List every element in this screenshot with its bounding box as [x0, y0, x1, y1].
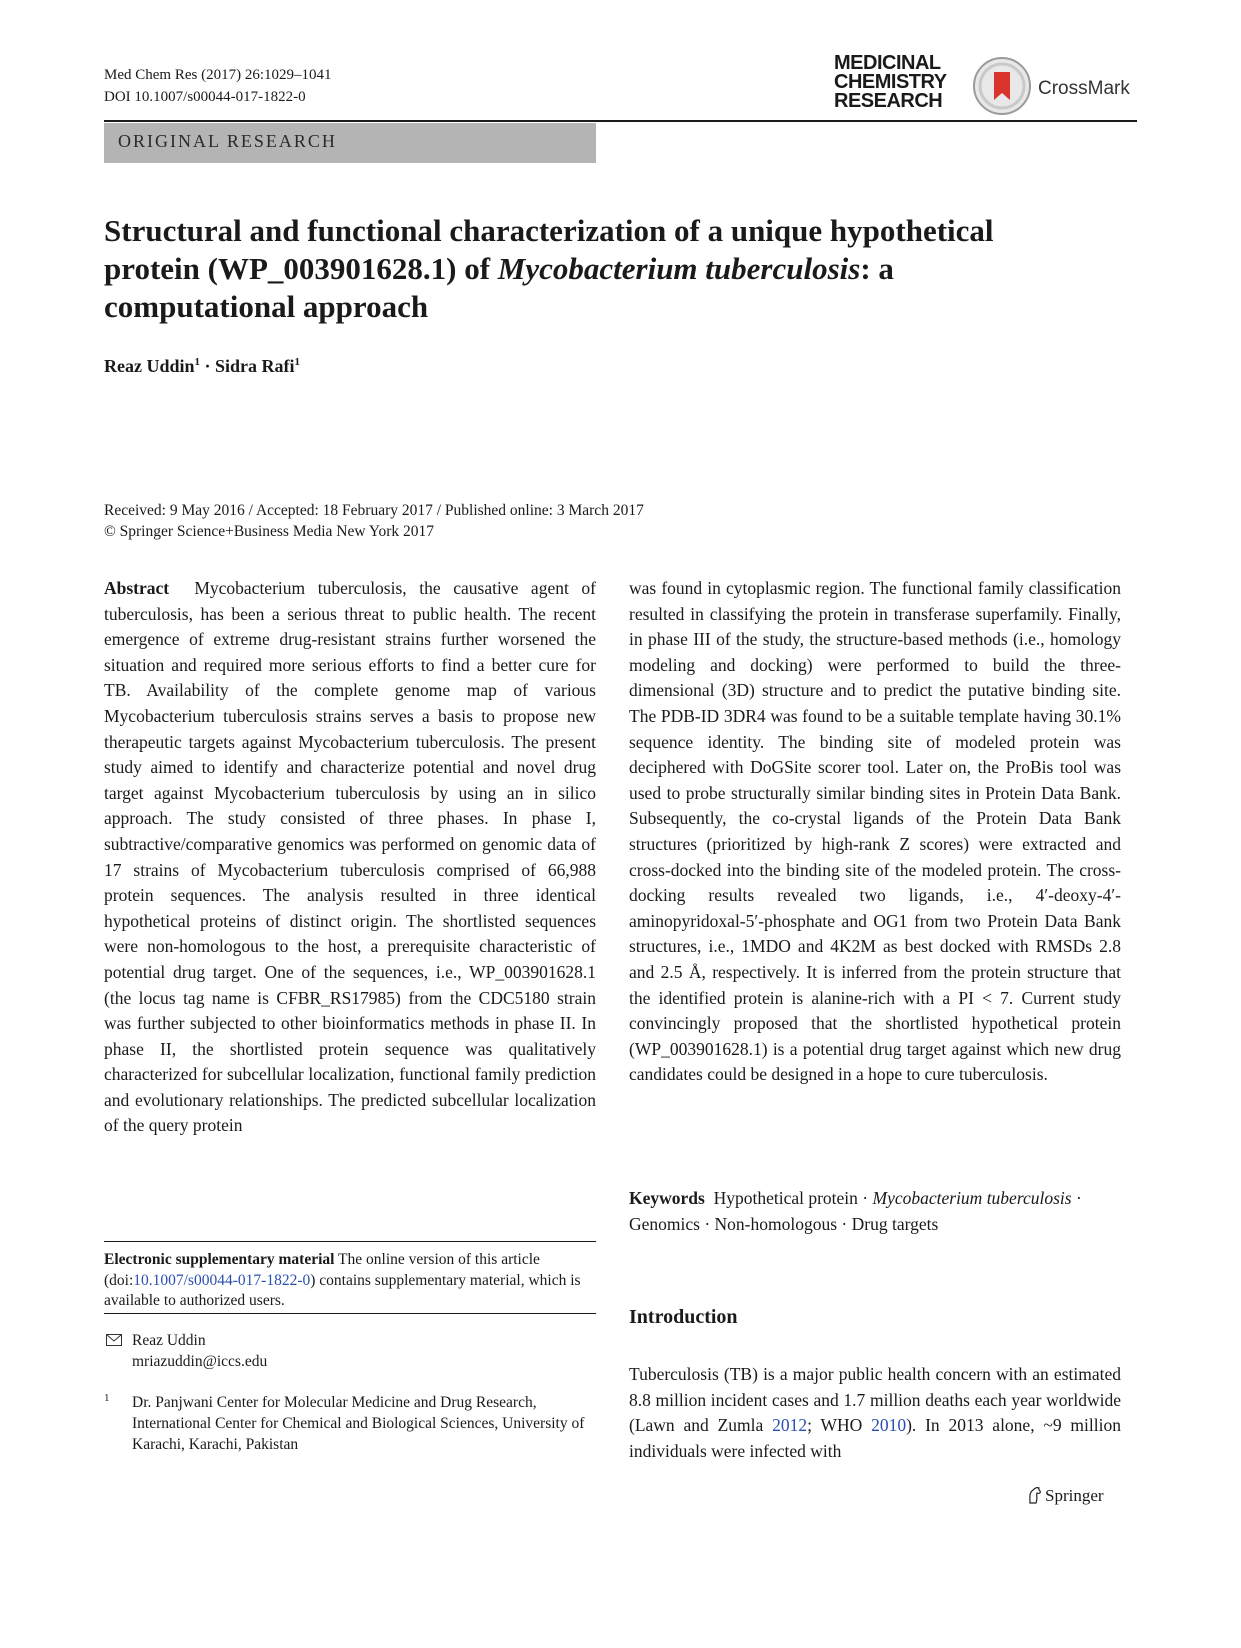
keywords-label: Keywords	[629, 1188, 705, 1208]
doi: DOI 10.1007/s00044-017-1822-0	[104, 89, 306, 105]
abstract-right-column	[629, 576, 1121, 1088]
copyright: © Springer Science+Business Media New York 2017	[104, 523, 435, 540]
journal-logo: MEDICINAL CHEMISTRY RESEARCH	[834, 52, 947, 112]
journal-citation: Med Chem Res (2017) 26:1029–1041	[104, 67, 332, 83]
publisher-logo	[1027, 1486, 1104, 1506]
email-link[interactable]: mriazuddin@iccs.edu	[132, 1353, 268, 1370]
abstract-text-continued: was found in cytoplasmic region. The functional family classification resulted in classifying the protein in transferase superfamily. Finally, in phase III of the study, the structure-based methods (i.e., homology modeling and docking) were performed to build the three-dimensional (3D) structure and to predict the putative binding site. The PDB-ID 3DR4 was found to be a suitable template having 30.1% sequence identity. The binding site of modeled protein was deciphered with DoGSite scorer tool. Later on, the ProBis tool was used to probe structurally similar binding sites in Protein Data Bank. Subsequently, the co-crystal ligands of the Protein Data Bank structures (prioritized by high-rank Z scores) were extracted and cross-docked into the binding site of the modeled protein. The cross-docking results revealed two ligands, i.e., 4′-deoxy-4′-aminopyridoxal-5′-phosphate and OG1 from two Protein Data Bank structures, i.e., 1MDO and 4K2M as best docked with RMSDs 2.8 and 2.5 Å, respectively. It is inferred from the protein structure that the identified protein is alanine-rich with a PI < 7. Current study convincingly proposed that the shortlisted hypothetical protein (WP_003901628.1) is a potential drug target against which new drug candidates could be designed in a hope to cure tuberculosis.	[629, 578, 1121, 1085]
author-list: Reaz Uddin$^1$ · Sidra Rafi$^1$	[104, 356, 301, 376]
keywords: Keywords Hypothetical protein · Mycobacterium tuberculosis · Genomics · Non-homologous · Drug targets	[629, 1188, 1082, 1234]
supplementary-note: Electronic supplementary material The online version of this article (doi:10.1007/s00044-017-1822-0) contains supplementary material, which is available to authorized users.	[104, 1251, 581, 1309]
abstract-text: Mycobacterium tuberculosis, the causative agent of tuberculosis, has been a serious threat to public health. The recent emergence of extreme drug-resistant strains further worsened the situation and required more serious efforts to find a better cure for TB. Availability of the complete genome map of various Mycobacterium tuberculosis strains serves a basis to propose new therapeutic targets against Mycobacterium tuberculosis. The present study aimed to identify and characterize potential and novel drug target against Mycobacterium tuberculosis by using an in silico approach. The study consisted of three phases. In phase I, subtractive/comparative genomics was performed on genomic data of 17 strains of Mycobacterium tuberculosis comprised of 66,988 protein sequences. The analysis resulted in three identical hypothetical proteins of distinct origin. The shortlisted sequences were non-homologous to the host, a prerequisite characteristic of potential drug target. One of the sequences, i.e., WP_003901628.1 (the locus tag name is CFBR_RS17985) from the CDC5180 strain was further subjected to other bioinformatics methods in phase II. In phase II, the shortlisted protein sequence was qualitatively characterized for subcellular localization, functional family prediction and evolutionary relationships. The predicted subcellular localization of the query protein	[104, 578, 597, 1136]
corresponding-author: Reaz Uddin	[132, 1332, 206, 1349]
crossmark-icon[interactable]	[972, 56, 1032, 116]
author-name[interactable]: Reaz Uddin	[104, 356, 195, 376]
article-title: Structural and functional characterization of a unique hypothetical protein (WP_003901628.1) of Mycobacterium tuberculosis: a computational approach	[104, 213, 994, 324]
header-divider	[104, 120, 1137, 122]
citation-link[interactable]: 2010	[871, 1415, 907, 1436]
abstract-label: Abstract	[104, 578, 170, 598]
section-label: ORIGINAL RESEARCH	[118, 131, 337, 151]
footnote-divider	[104, 1241, 596, 1242]
affiliation-text: Dr. Panjwani Center for Molecular Medicine and Drug Research, International Center for Chemical and Biological Sciences, University of Karachi, Karachi, Pakistan	[132, 1394, 585, 1453]
envelope-icon	[106, 1334, 122, 1346]
publisher-name: Springer	[1045, 1486, 1104, 1505]
doi-link[interactable]: 10.1007/s00044-017-1822-0	[133, 1271, 311, 1289]
section-label-band	[104, 123, 596, 163]
affiliation: 1 Dr. Panjwani Center for Molecular Medicine and Drug Research, International Center for Chemical and Biological Sciences, University of Karachi, Karachi, Pakistan	[104, 1392, 596, 1455]
springer-horse-icon	[1027, 1486, 1043, 1504]
introduction-text: Tuberculosis (TB) is a major public health concern with an estimated 8.8 million incident cases and 1.7 million deaths each year worldwide (Lawn and Zumla 2012; WHO 2010). In 2013 alone, ~9 million individuals were infected with	[629, 1364, 1121, 1461]
publication-dates	[104, 500, 644, 542]
introduction-heading: Introduction	[629, 1306, 738, 1328]
abstract-left-column	[104, 576, 596, 1139]
correspondence	[104, 1330, 267, 1372]
journal-reference	[104, 64, 331, 108]
author-name[interactable]: Sidra Rafi	[215, 356, 295, 376]
citation-link[interactable]: 2012	[772, 1415, 808, 1436]
footnote-divider	[104, 1313, 596, 1314]
crossmark-label[interactable]: CrossMark	[1038, 78, 1130, 99]
title-organism: Mycobacterium tuberculosis	[497, 251, 861, 286]
history-dates: Received: 9 May 2016 / Accepted: 18 February 2017 / Published online: 3 March 2017	[104, 502, 644, 519]
